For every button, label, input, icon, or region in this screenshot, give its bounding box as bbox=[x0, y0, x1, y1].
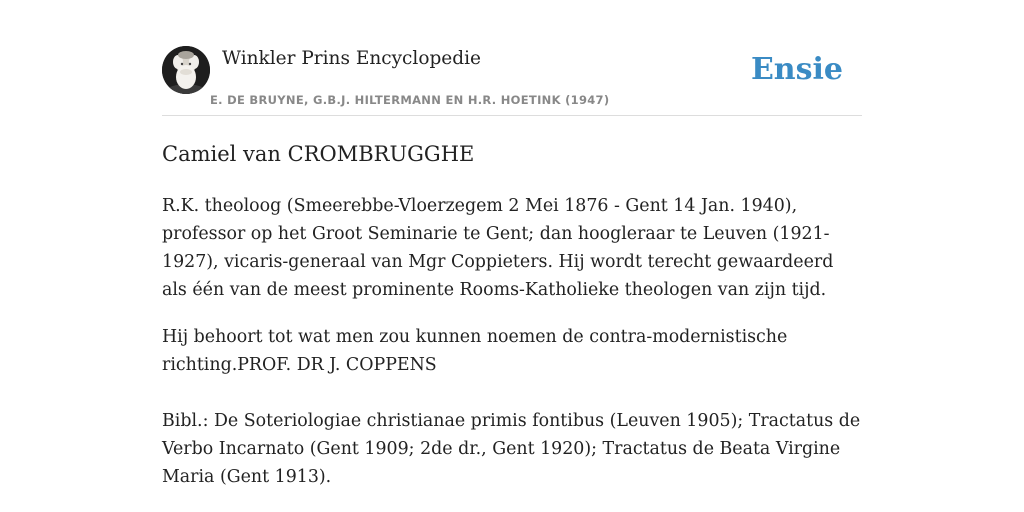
article-content bbox=[162, 138, 862, 491]
site-title[interactable]: Winkler Prins Encyclopedie bbox=[222, 48, 481, 69]
article-paragraph-bibliography: Bibl.: De Soteriologiae christianae primis fontibus (Leuven 1905); Tractatus de Verbo Incarnato (Gent 1909; 2de dr., Gent 1920); Tractatus de Beata Virgine Maria (Gent 1913). bbox=[162, 411, 861, 487]
brand-logo-link[interactable]: Ensie bbox=[750, 52, 843, 87]
article-paragraph-orientation: Hij behoort tot wat men zou kunnen noemen de contra-modernistische richting.PROF. DR J. COPPENS bbox=[162, 327, 788, 375]
article-paragraph-biography: R.K. theoloog (Smeerebbe-Vloerzegem 2 Mei 1876 - Gent 14 Jan. 1940), professor op het Groot Seminarie te Gent; dan hoogleraar te Leuven (1921-1927), vicaris-generaal van Mgr Coppieters. Hij wordt terecht gewaardeerd als één van de meest prominente Rooms-Katholieke theologen van zijn tijd. bbox=[162, 196, 834, 300]
author-avatar[interactable] bbox=[162, 46, 210, 94]
site-header bbox=[162, 46, 862, 116]
authors-line: E. DE BRUYNE, G.B.J. HILTERMANN EN H.R. HOETINK (1947) bbox=[210, 93, 610, 107]
bearded-man-portrait-icon bbox=[162, 46, 210, 94]
article-title: Camiel van CROMBRUGGHE bbox=[162, 142, 475, 166]
